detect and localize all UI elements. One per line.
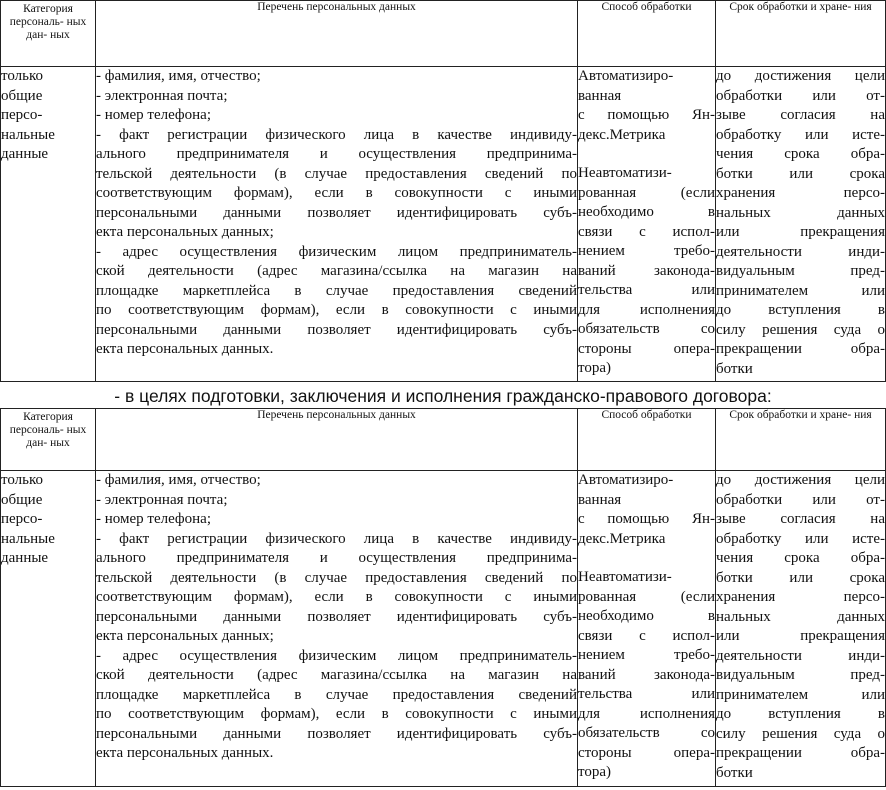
text-line: персональными данными позволяет идентифицировать субъ-: [96, 608, 577, 625]
text-line: обработку или исте-: [716, 530, 885, 547]
table-header-row: [1, 409, 886, 471]
text-line: силу решения суда о: [716, 725, 885, 742]
text-line: ботки или срока: [716, 569, 885, 586]
text-line: нением требо-: [578, 647, 715, 663]
text-line: или прекращения: [716, 224, 885, 240]
text-line: обязательств со: [578, 321, 715, 337]
text-line: обработки или от-: [716, 491, 885, 508]
text-line: с помощью Ян-: [578, 107, 715, 123]
text-line: до вступления в: [716, 302, 885, 318]
text-line: или прекращения: [716, 628, 885, 644]
header-list: Перечень персональных данных: [96, 1, 578, 67]
text-line: по соответствующим формам), если в совокупности с иными: [96, 706, 577, 722]
text-line: площадке маркетплейса в случае предоставления сведений: [96, 282, 577, 299]
text-line: видуальным пред-: [716, 263, 885, 279]
text-line: хранения персо-: [716, 185, 885, 201]
text-line: до достижения цели: [716, 472, 885, 488]
text-line: тора): [578, 764, 612, 780]
text-line: зыве согласия на: [716, 107, 885, 123]
text-line: - адрес осуществления физическим лицом предприниматель-: [96, 243, 577, 260]
header-category: Категория персональ- ных дан- ных: [1, 1, 96, 67]
text-line: - фамилия, имя, отчество;: [96, 68, 261, 84]
method-non-automated: [578, 164, 715, 379]
processing-term-cell: [716, 67, 886, 382]
text-line: персональными данными позволяет идентифицировать субъ-: [96, 204, 577, 221]
text-line: - адрес осуществления физическим лицом предприниматель-: [96, 647, 577, 664]
text-line: нальных данных: [716, 608, 885, 625]
text-line: общие: [1, 87, 43, 104]
text-line: декс.Метрика: [578, 530, 666, 547]
text-line: обработки или от-: [716, 87, 885, 104]
text-line: - фамилия, имя, отчество;: [96, 472, 261, 488]
method-automated: [578, 67, 715, 145]
text-line: обработку или исте-: [716, 126, 885, 143]
text-line: видуальным пред-: [716, 667, 885, 683]
processing-method-cell: [578, 67, 716, 382]
text-line: данные: [1, 146, 49, 162]
header-list: Перечень персональных данных: [96, 409, 578, 471]
processing-term-cell: [716, 471, 886, 787]
text-line: - факт регистрации физического лица в качестве индивиду-: [96, 126, 577, 143]
text-line: рованная (если: [578, 184, 715, 201]
text-line: общие: [1, 491, 43, 508]
text-line: необходимо в: [578, 608, 715, 624]
text-line: связи с испол-: [578, 223, 715, 240]
text-line: соответствующим формам), если в совокупности с иными: [96, 589, 577, 605]
data-list-cell: [96, 471, 578, 787]
text-line: до вступления в: [716, 706, 885, 722]
category-cell: [1, 67, 96, 382]
text-line: - электронная почта;: [96, 87, 228, 104]
text-line: необходимо в: [578, 204, 715, 220]
text-line: деятельности инди-: [716, 647, 885, 664]
text-line: чения срока обра-: [716, 550, 885, 566]
text-line: ального предпринимателя и осуществления предпринима-: [96, 550, 577, 566]
text-line: декс.Метрика: [578, 126, 666, 143]
text-line: екта персональных данных;: [96, 224, 274, 240]
personal-data-table-1: [0, 0, 886, 382]
text-line: только: [1, 68, 44, 84]
text-line: для исполнения: [578, 705, 715, 722]
header-term: Срок обработки и хране- ния: [716, 1, 886, 67]
text-line: - номер телефона;: [96, 511, 211, 527]
text-line: ботки или срока: [716, 165, 885, 182]
text-line: деятельности инди-: [716, 243, 885, 260]
text-line: ванная: [578, 491, 622, 508]
section-heading: - в целях подготовки, заключения и исполнения гражданско-правового договора:: [114, 386, 772, 406]
table-row: [1, 471, 886, 787]
text-line: зыве согласия на: [716, 511, 885, 527]
text-line: данные: [1, 550, 49, 566]
text-line: нальные: [1, 126, 55, 143]
text-line: площадке маркетплейса в случае предоставления сведений: [96, 686, 577, 703]
text-line: соответствующим формам), если в совокупности с иными: [96, 185, 577, 201]
text-line: стороны опера-: [578, 744, 715, 761]
text-line: тельской деятельности (в случае предоставления сведений по: [96, 165, 577, 182]
text-line: обязательств со: [578, 725, 715, 741]
text-line: Неавтоматизи-: [578, 165, 672, 181]
header-method: Способ обработки: [578, 409, 716, 471]
text-line: Автоматизиро-: [578, 68, 674, 84]
text-line: персо-: [1, 107, 43, 123]
text-line: нением требо-: [578, 243, 715, 259]
text-line: нальные: [1, 530, 55, 547]
text-line: екта персональных данных.: [96, 341, 274, 357]
text-line: ванная: [578, 87, 622, 104]
text-line: - факт регистрации физического лица в качестве индивиду-: [96, 530, 577, 547]
text-line: ской деятельности (адрес магазина/ссылка на магазин на: [96, 263, 577, 279]
table-header-row: [1, 1, 886, 67]
text-line: рованная (если: [578, 588, 715, 605]
text-line: ваний законода-: [578, 262, 715, 279]
text-line: ваний законода-: [578, 666, 715, 683]
data-list-cell: [96, 67, 578, 382]
text-line: до достижения цели: [716, 68, 885, 84]
text-line: персональными данными позволяет идентифицировать субъ-: [96, 725, 577, 742]
text-line: персональными данными позволяет идентифицировать субъ-: [96, 321, 577, 338]
text-line: екта персональных данных.: [96, 745, 274, 761]
text-line: ботки: [716, 764, 753, 781]
text-line: принимателем или: [716, 282, 885, 299]
text-line: ской деятельности (адрес магазина/ссылка на магазин на: [96, 667, 577, 683]
text-line: для исполнения: [578, 301, 715, 318]
text-line: ального предпринимателя и осуществления предпринима-: [96, 146, 577, 162]
text-line: только: [1, 472, 44, 488]
text-line: Неавтоматизи-: [578, 569, 672, 585]
text-line: екта персональных данных;: [96, 628, 274, 644]
text-line: прекращении обра-: [716, 745, 885, 761]
personal-data-table-2: [0, 408, 886, 787]
text-line: персо-: [1, 511, 43, 527]
header-method: Способ обработки: [578, 1, 716, 67]
text-line: - номер телефона;: [96, 107, 211, 123]
category-cell: [1, 471, 96, 787]
text-line: хранения персо-: [716, 589, 885, 605]
text-line: принимателем или: [716, 686, 885, 703]
text-line: тельства или: [578, 282, 715, 298]
text-line: тельства или: [578, 686, 715, 702]
text-line: по соответствующим формам), если в совокупности с иными: [96, 302, 577, 318]
text-line: прекращении обра-: [716, 341, 885, 357]
header-category: Категория персональ- ных дан- ных: [1, 409, 96, 471]
text-line: стороны опера-: [578, 340, 715, 357]
text-line: тельской деятельности (в случае предоставления сведений по: [96, 569, 577, 586]
text-line: ботки: [716, 360, 753, 377]
method-non-automated: [578, 568, 715, 783]
text-line: тора): [578, 360, 612, 376]
processing-method-cell: [578, 471, 716, 787]
text-line: связи с испол-: [578, 627, 715, 644]
text-line: силу решения суда о: [716, 321, 885, 338]
text-line: с помощью Ян-: [578, 511, 715, 527]
header-term: Срок обработки и хране- ния: [716, 409, 886, 471]
text-line: Автоматизиро-: [578, 472, 674, 488]
text-line: нальных данных: [716, 204, 885, 221]
text-line: чения срока обра-: [716, 146, 885, 162]
table-row: [1, 67, 886, 382]
text-line: - электронная почта;: [96, 491, 228, 508]
method-automated: [578, 471, 715, 549]
